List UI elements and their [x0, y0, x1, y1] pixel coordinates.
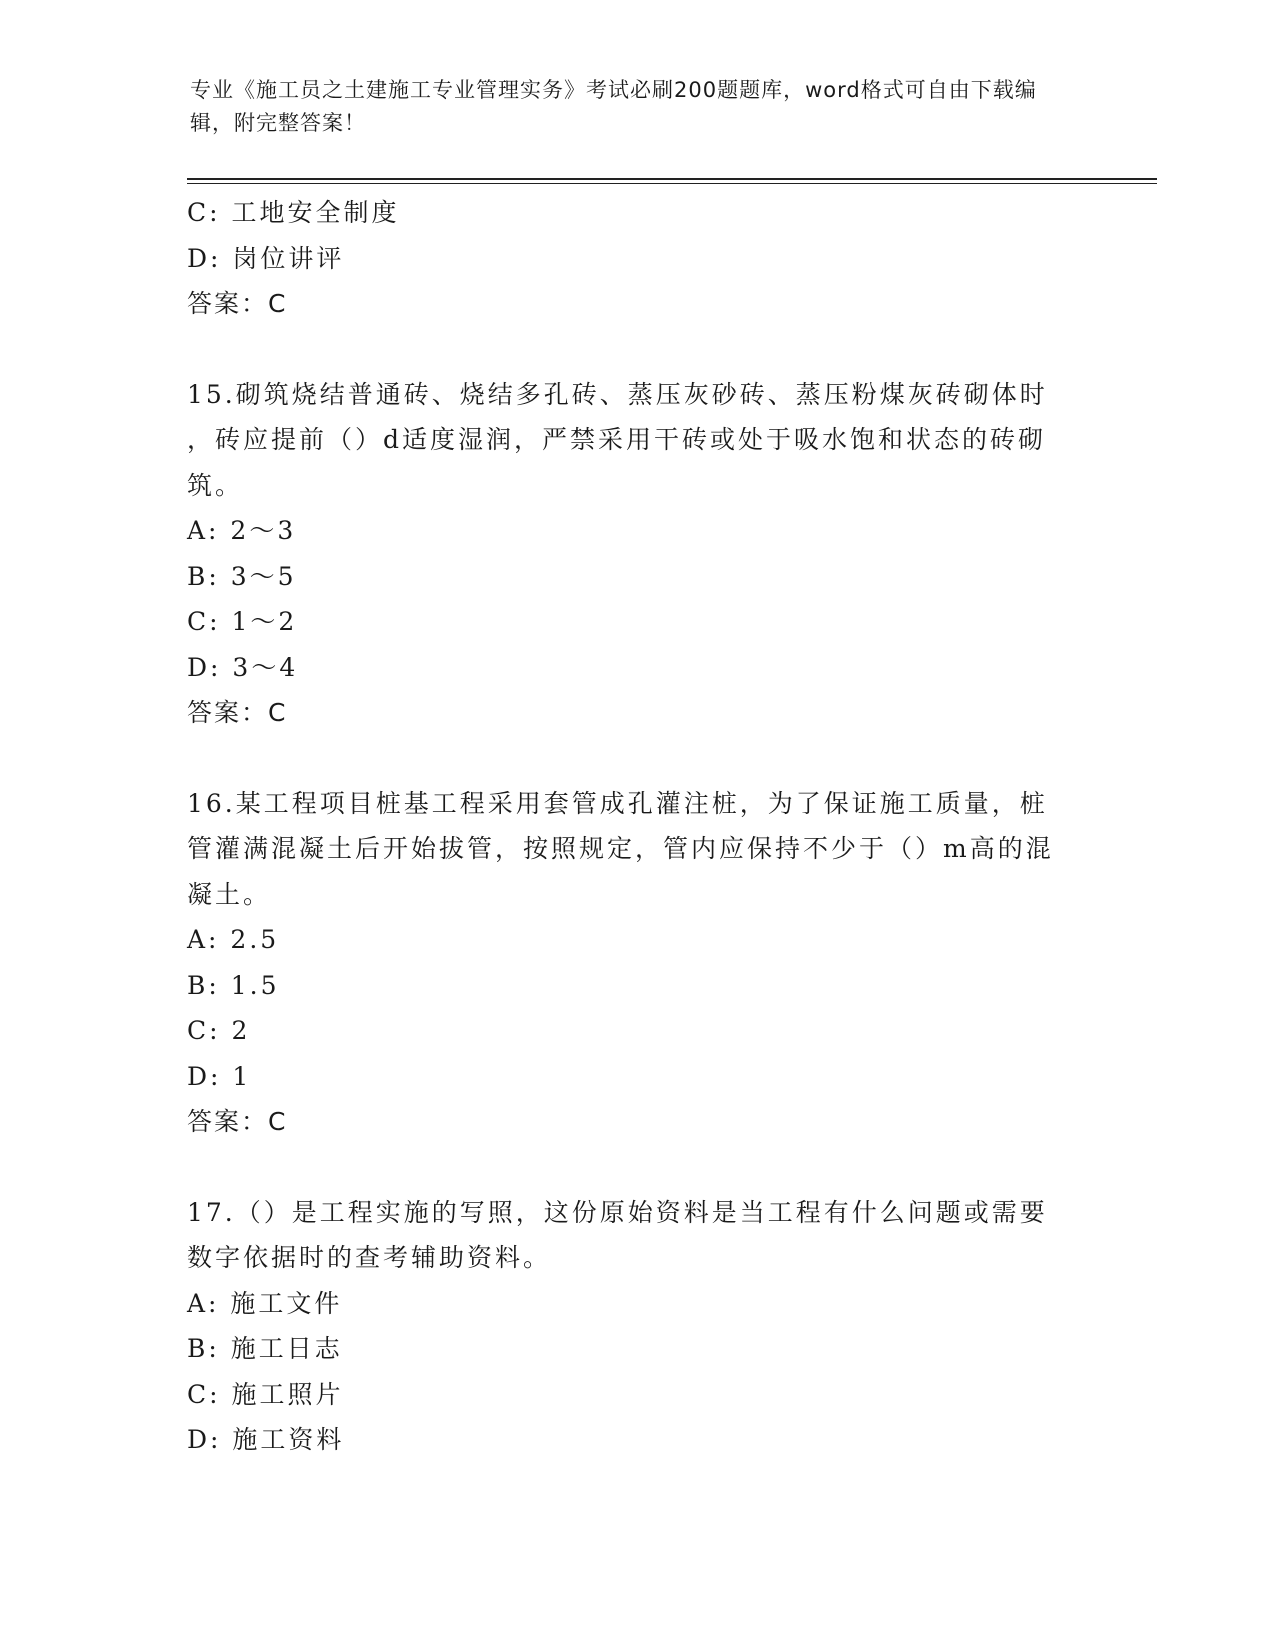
question-stem-line: 15.砌筑烧结普通砖、烧结多孔砖、蒸压灰砂砖、蒸压粉煤灰砖砌体时 — [187, 379, 1048, 409]
option-c: C: 1～2 — [187, 607, 298, 636]
question-stem-line: ，砖应提前（）d适度湿润，严禁采用干砖或处于吸水饱和状态的砖砌 — [187, 425, 1047, 454]
question-stem-line: 筑。 — [187, 470, 244, 500]
question-16 — [187, 781, 1087, 1145]
question-17 — [187, 1190, 1087, 1463]
question-stem-line: 17.（）是工程实施的写照，这份原始资料是当工程有什么问题或需要 — [187, 1197, 1048, 1227]
question-14-continuation — [187, 190, 1087, 327]
option-a: A: 2～3 — [187, 516, 297, 545]
header-divider-thick — [187, 178, 1157, 180]
header-divider-thin — [187, 183, 1157, 184]
option-d: D: 岗位讲评 — [187, 243, 345, 273]
answer-line: 答案：C — [187, 289, 288, 318]
option-a: A: 2.5 — [187, 925, 280, 954]
question-15 — [187, 372, 1087, 736]
question-stem-line: 16.某工程项目桩基工程采用套管成孔灌注桩，为了保证施工质量，桩 — [187, 788, 1048, 818]
option-b: B: 3～5 — [187, 561, 297, 591]
option-b: B: 1.5 — [187, 970, 280, 1000]
option-c: C: 2 — [187, 1016, 251, 1045]
option-d: D: 3～4 — [187, 652, 299, 682]
option-c: C: 施工照片 — [187, 1379, 344, 1409]
option-c: C: 工地安全制度 — [187, 198, 400, 227]
option-a: A: 施工文件 — [187, 1288, 343, 1318]
option-b: B: 施工日志 — [187, 1334, 343, 1363]
question-list — [187, 190, 1087, 1463]
option-d: D: 施工资料 — [187, 1425, 345, 1454]
option-d: D: 1 — [187, 1061, 252, 1091]
question-stem-line: 凝土。 — [187, 879, 272, 909]
question-stem-line: 数字依据时的查考辅助资料。 — [187, 1243, 552, 1272]
question-stem-line: 管灌满混凝土后开始拔管，按照规定，管内应保持不少于（）m高的混 — [187, 834, 1054, 863]
answer-line: 答案：C — [187, 1107, 288, 1136]
answer-line: 答案：C — [187, 698, 288, 727]
document-header-title: 专业《施工员之土建施工专业管理实务》考试必刷200题题库，word格式可自由下载编辑，附完整答案！ — [190, 78, 1037, 135]
